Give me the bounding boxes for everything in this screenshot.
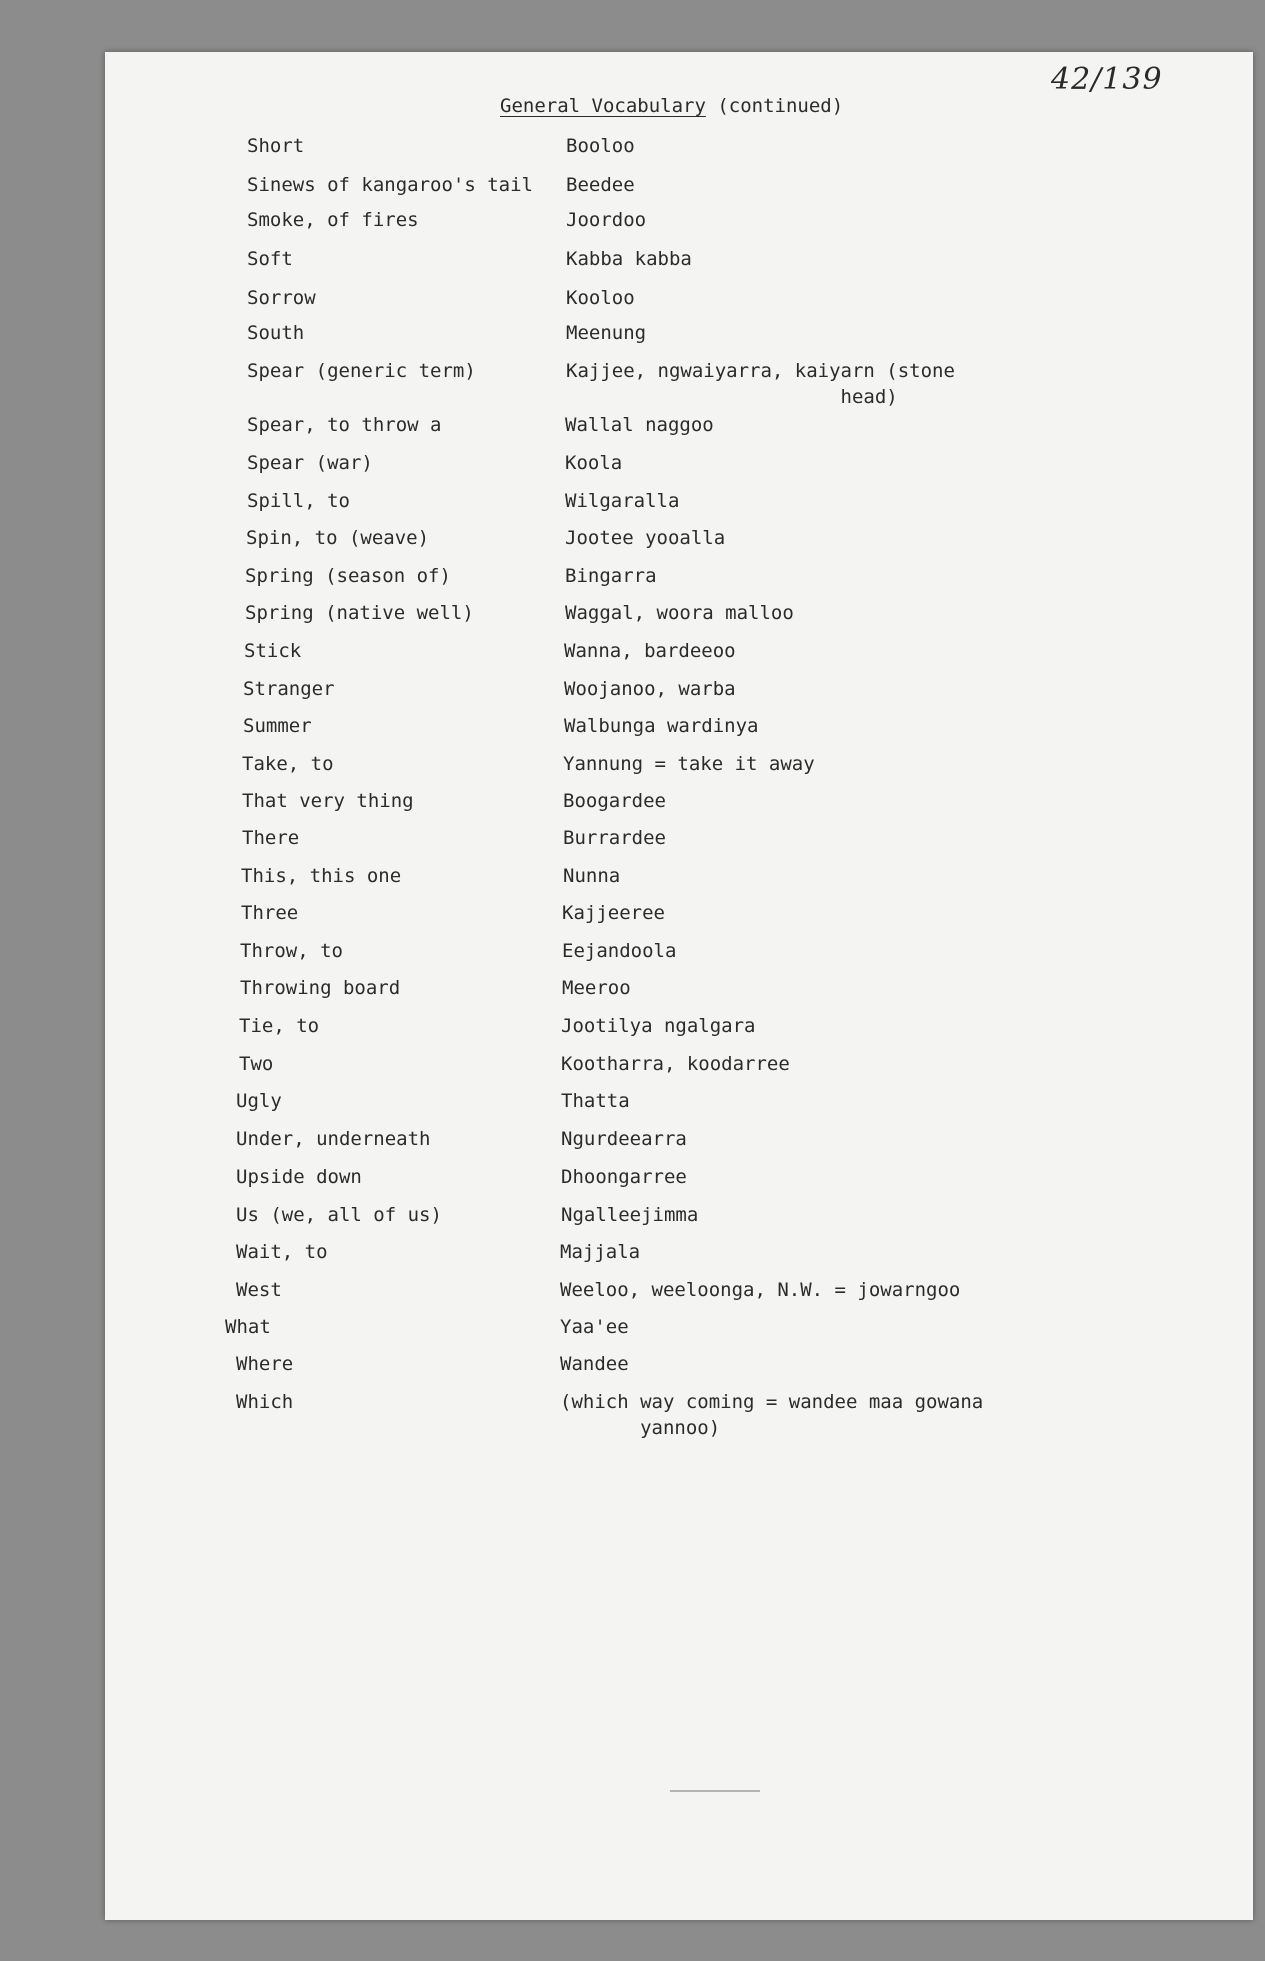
entry-term: Two	[239, 1053, 274, 1075]
entry-translation: Jootee yooalla	[565, 527, 726, 549]
entry-translation: Kooloo	[566, 287, 635, 309]
entry-translation: Burrardee	[563, 827, 666, 849]
entry-translation: Ngalleejimma	[561, 1204, 699, 1226]
entry-term: Throwing board	[240, 977, 401, 999]
entry-term: Sinews of kangaroo's tail	[247, 174, 533, 196]
heading-suffix: (continued)	[717, 95, 844, 117]
entry-translation: Nunna	[563, 865, 621, 887]
entry-term: Spear (generic term)	[247, 360, 476, 382]
entry-term: Take, to	[242, 753, 334, 775]
entry-translation: Dhoongarree	[561, 1166, 687, 1188]
entry-term: Stranger	[243, 678, 335, 700]
entry-translation: Jootilya ngalgara	[561, 1015, 756, 1037]
entry-translation: Koola	[565, 452, 623, 474]
entry-term: There	[242, 827, 300, 849]
document-page	[105, 52, 1253, 1920]
entry-translation: (which way coming = wandee maa gowana yannoo)	[560, 1391, 984, 1439]
entry-term: Spring (season of)	[245, 565, 451, 587]
entry-translation: Bingarra	[565, 565, 657, 587]
entry-translation: Kajjee, ngwaiyarra, kaiyarn (stone head)	[566, 360, 955, 408]
entry-term: Spear, to throw a	[247, 414, 442, 436]
page-number: 42/139	[1051, 62, 1163, 97]
entry-term: Which	[236, 1391, 294, 1413]
entry-translation: Yannung = take it away	[563, 753, 815, 775]
entry-translation: Boogardee	[563, 790, 666, 812]
entry-translation: Meeroo	[562, 977, 631, 999]
entry-term: Stick	[244, 640, 302, 662]
entry-term: Under, underneath	[236, 1128, 431, 1150]
entry-term: Wait, to	[236, 1241, 328, 1263]
entry-translation: Joordoo	[566, 209, 647, 231]
entry-translation: Weeloo, weeloonga, N.W. = jowarngoo	[560, 1279, 961, 1301]
entry-term: Spring (native well)	[245, 602, 474, 624]
entry-translation: Waggal, woora malloo	[565, 602, 794, 624]
entry-translation: Ngurdeearra	[561, 1128, 687, 1150]
entry-term: Us (we, all of us)	[236, 1204, 442, 1226]
entry-term: Summer	[243, 715, 312, 737]
entry-translation: Beedee	[566, 174, 635, 196]
entry-translation: Eejandoola	[562, 940, 677, 962]
entry-term: Spear (war)	[247, 452, 373, 474]
entry-translation: Yaa'ee	[560, 1316, 629, 1338]
entry-term: Three	[241, 902, 299, 924]
entry-translation: Wilgaralla	[565, 490, 680, 512]
entry-term: Soft	[247, 248, 293, 270]
entry-term: Ugly	[236, 1090, 282, 1112]
entry-translation: Kajjeeree	[562, 902, 665, 924]
entry-translation: Thatta	[561, 1090, 630, 1112]
entry-term: Tie, to	[239, 1015, 320, 1037]
entry-term: Throw, to	[240, 940, 343, 962]
entry-term: Short	[247, 135, 305, 157]
entry-term: Upside down	[236, 1166, 362, 1188]
entry-translation: Majjala	[560, 1241, 641, 1263]
entry-term: Smoke, of fires	[247, 209, 419, 231]
entry-term: Sorrow	[247, 287, 316, 309]
entry-term: That very thing	[242, 790, 414, 812]
entry-translation: Meenung	[566, 322, 647, 344]
entry-translation: Wallal naggoo	[565, 414, 714, 436]
entry-term: Where	[236, 1353, 294, 1375]
entry-translation: Booloo	[566, 135, 635, 157]
entry-term: South	[247, 322, 305, 344]
entry-translation: Kabba kabba	[566, 248, 692, 270]
entry-translation: Wanna, bardeeoo	[564, 640, 736, 662]
entry-translation: Wandee	[560, 1353, 629, 1375]
entry-term: This, this one	[241, 865, 402, 887]
entry-translation: Walbunga wardinya	[564, 715, 759, 737]
entry-term: What	[225, 1316, 271, 1338]
entry-translation: Woojanoo, warba	[564, 678, 736, 700]
entry-translation: Kootharra, koodarree	[561, 1053, 790, 1075]
heading-title: General Vocabulary	[500, 95, 706, 117]
entry-term: Spin, to (weave)	[246, 527, 430, 549]
ink-smudge	[670, 1790, 760, 1792]
entry-term: West	[236, 1279, 282, 1301]
vocabulary-list	[105, 52, 1253, 1920]
entry-term: Spill, to	[247, 490, 350, 512]
